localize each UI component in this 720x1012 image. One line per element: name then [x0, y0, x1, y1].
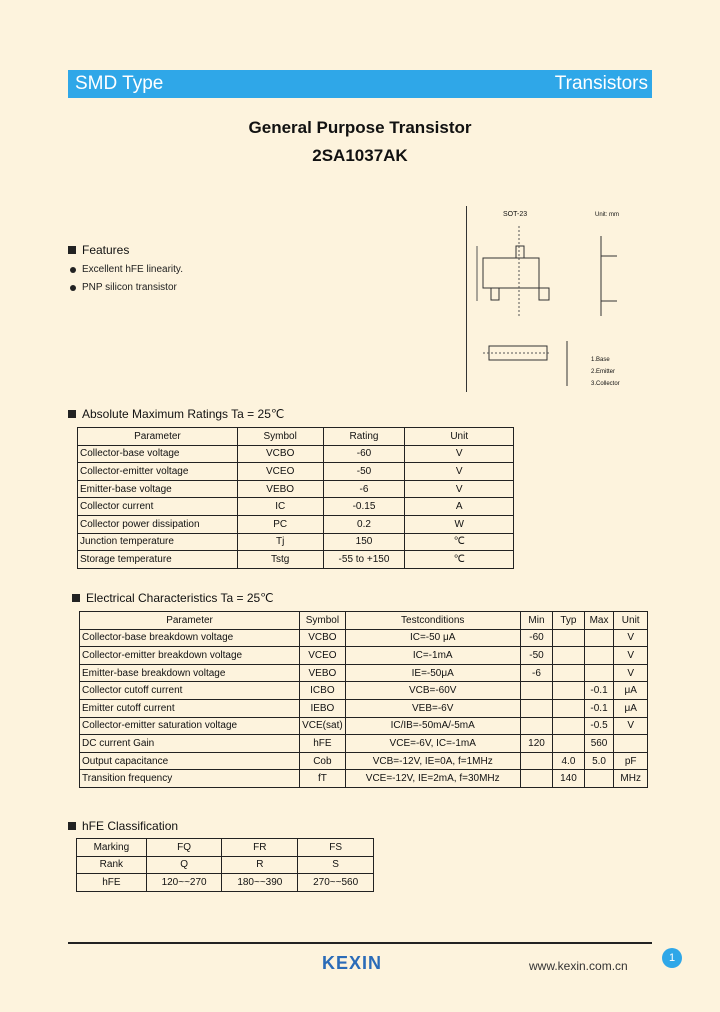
feature-item: Excellent hFE linearity.: [70, 264, 183, 275]
bullet-icon: [70, 285, 76, 291]
table-row: [77, 874, 374, 892]
table-cell: Collector-emitter saturation voltage: [80, 717, 300, 735]
table-cell: Cob: [300, 752, 346, 770]
table-cell: Tstg: [237, 551, 323, 569]
table-cell: Storage temperature: [78, 551, 238, 569]
table-cell: [520, 682, 552, 700]
column-header: Unit: [405, 428, 514, 446]
table-cell: 560: [584, 735, 614, 753]
table-cell: A: [405, 498, 514, 516]
table-cell: Emitter cutoff current: [80, 699, 300, 717]
package-outline-icon: [467, 206, 655, 392]
table-cell: Emitter-base breakdown voltage: [80, 664, 300, 682]
square-bullet-icon: [72, 594, 80, 602]
square-bullet-icon: [68, 410, 76, 418]
table-cell: [553, 682, 584, 700]
table-row: [80, 735, 648, 753]
table-cell: [553, 717, 584, 735]
table-cell: Transition frequency: [80, 770, 300, 788]
pin-list: 1.Base 2.Emitter 3.Collector: [591, 357, 620, 387]
table-cell: VCBO: [300, 629, 346, 647]
table-cell: IE=-50μA: [345, 664, 520, 682]
table-row: [77, 839, 374, 857]
feature-item: PNP silicon transistor: [70, 282, 177, 293]
table-cell: MHz: [614, 770, 648, 788]
column-header: Parameter: [78, 428, 238, 446]
table-cell: VCEO: [237, 463, 323, 481]
table-cell: Junction temperature: [78, 533, 238, 551]
table-cell: IC=-1mA: [345, 647, 520, 665]
table-cell: [553, 735, 584, 753]
table-cell: VCB=-60V: [345, 682, 520, 700]
table-cell: 120~~270: [146, 874, 222, 892]
table-cell: FQ: [146, 839, 222, 857]
table-cell: V: [614, 629, 648, 647]
table-cell: Collector cutoff current: [80, 682, 300, 700]
part-number: 2SA1037AK: [312, 146, 408, 165]
table-cell: [584, 770, 614, 788]
table-cell: Rank: [77, 856, 147, 874]
footer-divider: [68, 942, 652, 944]
table-cell: R: [222, 856, 298, 874]
table-cell: [584, 629, 614, 647]
doc-title: General Purpose Transistor: [248, 118, 472, 137]
table-row: [80, 682, 648, 700]
table-cell: V: [405, 480, 514, 498]
table-cell: [553, 664, 584, 682]
table-cell: 5.0: [584, 752, 614, 770]
table-cell: hFE: [77, 874, 147, 892]
column-header: Testconditions: [345, 612, 520, 630]
table-cell: [553, 629, 584, 647]
header-left: SMD Type: [75, 73, 164, 94]
table-row: [80, 699, 648, 717]
footer-url[interactable]: www.kexin.com.cn: [529, 959, 628, 973]
table-cell: 150: [323, 533, 405, 551]
table-cell: ℃: [405, 533, 514, 551]
hfe-table: [76, 838, 374, 892]
table-cell: Collector-base breakdown voltage: [80, 629, 300, 647]
table-cell: IC: [237, 498, 323, 516]
table-cell: Tj: [237, 533, 323, 551]
table-cell: Collector power dissipation: [78, 515, 238, 533]
table-cell: -0.1: [584, 699, 614, 717]
table-cell: 140: [553, 770, 584, 788]
kexin-logo: KEXIN: [322, 953, 383, 973]
table-header-row: [80, 612, 648, 630]
table-cell: [584, 647, 614, 665]
table-row: [78, 498, 514, 516]
table-row: [80, 629, 648, 647]
header-banner: [68, 70, 652, 98]
table-cell: W: [405, 515, 514, 533]
abs-heading: Absolute Maximum Ratings Ta = 25℃: [68, 407, 284, 421]
square-bullet-icon: [68, 822, 76, 830]
table-cell: V: [405, 463, 514, 481]
table-cell: VCEO: [300, 647, 346, 665]
table-cell: 0.2: [323, 515, 405, 533]
table-cell: pF: [614, 752, 648, 770]
table-cell: μA: [614, 682, 648, 700]
table-cell: 4.0: [553, 752, 584, 770]
table-cell: Collector current: [78, 498, 238, 516]
bullet-icon: [70, 267, 76, 273]
column-header: Symbol: [237, 428, 323, 446]
table-cell: -55 to +150: [323, 551, 405, 569]
table-row: [80, 752, 648, 770]
table-cell: [614, 735, 648, 753]
table-cell: [553, 699, 584, 717]
table-cell: -60: [520, 629, 552, 647]
table-row: [78, 515, 514, 533]
table-cell: -50: [323, 463, 405, 481]
table-cell: [520, 770, 552, 788]
column-header: Typ: [553, 612, 584, 630]
column-header: Min: [520, 612, 552, 630]
column-header: Parameter: [80, 612, 300, 630]
table-cell: [520, 699, 552, 717]
table-cell: [584, 664, 614, 682]
table-cell: 120: [520, 735, 552, 753]
table-cell: -0.1: [584, 682, 614, 700]
table-cell: -6: [520, 664, 552, 682]
table-cell: DC current Gain: [80, 735, 300, 753]
table-row: [80, 717, 648, 735]
table-cell: hFE: [300, 735, 346, 753]
table-cell: [520, 752, 552, 770]
table-cell: VCE(sat): [300, 717, 346, 735]
table-cell: VCE=-12V, IE=2mA, f=30MHz: [345, 770, 520, 788]
table-cell: V: [405, 445, 514, 463]
table-cell: -6: [323, 480, 405, 498]
table-cell: -50: [520, 647, 552, 665]
table-row: [80, 647, 648, 665]
header-right: Transistors: [554, 73, 648, 94]
table-cell: Marking: [77, 839, 147, 857]
table-cell: VCB=-12V, IE=0A, f=1MHz: [345, 752, 520, 770]
table-cell: S: [298, 856, 374, 874]
package-unit: Unit: mm: [595, 212, 619, 218]
table-row: [78, 480, 514, 498]
table-cell: IC=-50 μA: [345, 629, 520, 647]
table-cell: FR: [222, 839, 298, 857]
package-drawing: [466, 206, 655, 392]
table-cell: V: [614, 664, 648, 682]
table-row: [80, 770, 648, 788]
table-row: [78, 533, 514, 551]
table-cell: Collector-base voltage: [78, 445, 238, 463]
table-row: [80, 664, 648, 682]
package-name: SOT-23: [503, 211, 528, 218]
page-number: 1: [662, 948, 682, 968]
table-cell: IEBO: [300, 699, 346, 717]
table-cell: [520, 717, 552, 735]
table-row: [77, 856, 374, 874]
table-cell: -0.5: [584, 717, 614, 735]
column-header: Symbol: [300, 612, 346, 630]
table-cell: VCBO: [237, 445, 323, 463]
features-heading: Features: [68, 243, 129, 257]
square-bullet-icon: [68, 246, 76, 254]
table-cell: VEB=-6V: [345, 699, 520, 717]
column-header: Max: [584, 612, 614, 630]
table-cell: Q: [146, 856, 222, 874]
table-cell: fT: [300, 770, 346, 788]
elec-heading: Electrical Characteristics Ta = 25℃: [72, 591, 274, 605]
table-cell: Output capacitance: [80, 752, 300, 770]
table-header-row: [78, 428, 514, 446]
table-cell: μA: [614, 699, 648, 717]
table-cell: V: [614, 717, 648, 735]
table-row: [78, 445, 514, 463]
table-row: [78, 463, 514, 481]
table-cell: V: [614, 647, 648, 665]
table-row: [78, 551, 514, 569]
table-cell: [553, 647, 584, 665]
table-cell: ℃: [405, 551, 514, 569]
table-cell: VEBO: [237, 480, 323, 498]
table-cell: -0.15: [323, 498, 405, 516]
column-header: Unit: [614, 612, 648, 630]
table-cell: FS: [298, 839, 374, 857]
table-cell: Emitter-base voltage: [78, 480, 238, 498]
table-cell: IC/IB=-50mA/-5mA: [345, 717, 520, 735]
table-cell: 180~~390: [222, 874, 298, 892]
table-cell: PC: [237, 515, 323, 533]
abs-max-table: [77, 427, 514, 569]
elec-char-table: [79, 611, 648, 788]
table-cell: -60: [323, 445, 405, 463]
table-cell: VEBO: [300, 664, 346, 682]
hfe-heading: hFE Classification: [68, 819, 178, 833]
table-cell: Collector-emitter voltage: [78, 463, 238, 481]
column-header: Rating: [323, 428, 405, 446]
table-cell: VCE=-6V, IC=-1mA: [345, 735, 520, 753]
table-cell: ICBO: [300, 682, 346, 700]
table-cell: 270~~560: [298, 874, 374, 892]
table-cell: Collector-emitter breakdown voltage: [80, 647, 300, 665]
